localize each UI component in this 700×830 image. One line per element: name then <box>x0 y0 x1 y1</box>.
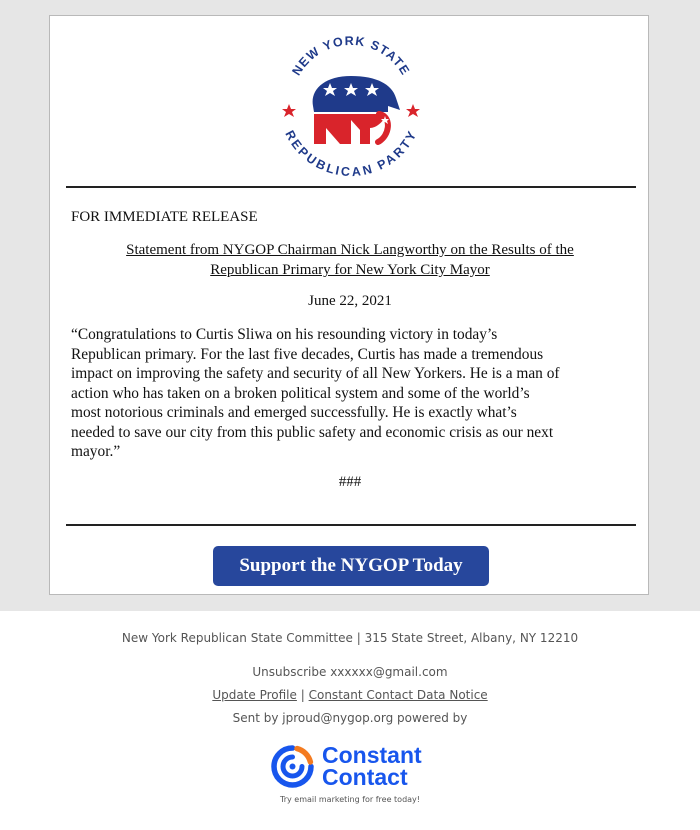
unsubscribe-link[interactable]: Unsubscribe <box>252 665 327 679</box>
logo-bottom-text: REPUBLICAN PARTY <box>282 128 420 179</box>
svg-text:NEW YORK STATE <box>289 34 412 78</box>
sent-by: Sent by jproud@nygop.org powered by <box>232 711 468 725</box>
end-mark: ### <box>338 474 362 490</box>
release-label: FOR IMMEDIATE RELEASE <box>71 209 258 225</box>
headline-line-2: Republican Primary for New York City Mayor <box>210 262 490 278</box>
release-date: June 22, 2021 <box>308 293 392 309</box>
brand-tagline[interactable]: Try email marketing for free today! <box>280 795 420 804</box>
support-nygop-button[interactable]: Support the NYGOP Today <box>213 546 489 586</box>
quote-line: impact on improving the safety and security of all New Yorkers. He is a man of <box>71 365 560 382</box>
svg-text:REPUBLICAN PARTY <box>283 128 420 179</box>
email-card <box>49 15 649 595</box>
headline <box>80 240 620 280</box>
brand-word-constant[interactable]: Constant <box>322 742 422 768</box>
quote-line: Republican primary. For the last five decades, Curtis has made a tremendous <box>71 345 544 363</box>
org-address: New York Republican State Committee | 315 State Street, Albany, NY 12210 <box>121 631 579 645</box>
brand-word-contact[interactable]: Contact <box>322 764 408 790</box>
top-divider <box>66 186 636 188</box>
elephant-icon <box>313 76 400 144</box>
quote-line: “Congratulations to Curtis Sliwa on his resounding victory in today’s <box>71 326 498 343</box>
logo-right-star-icon <box>406 104 420 117</box>
logo-left-star-icon <box>282 104 296 117</box>
quote-line: most notorious criminals and emerged successfully. He is exactly what’s <box>71 404 517 421</box>
headline-line-1: Statement from NYGOP Chairman Nick Langworthy on the Results of the <box>126 242 574 258</box>
constant-contact-logo-icon[interactable] <box>270 744 315 789</box>
email-footer <box>0 611 700 830</box>
quote-line: action who has taken on a broken political system and some of the world’s <box>71 384 530 402</box>
statement-quote <box>71 325 633 462</box>
data-notice-link[interactable]: Constant Contact Data Notice <box>308 688 488 702</box>
link-separator: | <box>300 688 305 702</box>
profile-links <box>0 688 700 702</box>
unsubscribe-email: xxxxxx@gmail.com <box>330 665 448 679</box>
quote-line: needed to save our city from this public safety and economic crisis as our next <box>71 423 554 441</box>
quote-line: mayor.” <box>71 443 121 460</box>
update-profile-link[interactable]: Update Profile <box>212 688 297 702</box>
bottom-divider <box>66 524 636 526</box>
logo-top-text: NEW YORK STATE <box>289 33 413 79</box>
unsubscribe-line <box>0 665 700 679</box>
nygop-logo <box>280 24 422 184</box>
